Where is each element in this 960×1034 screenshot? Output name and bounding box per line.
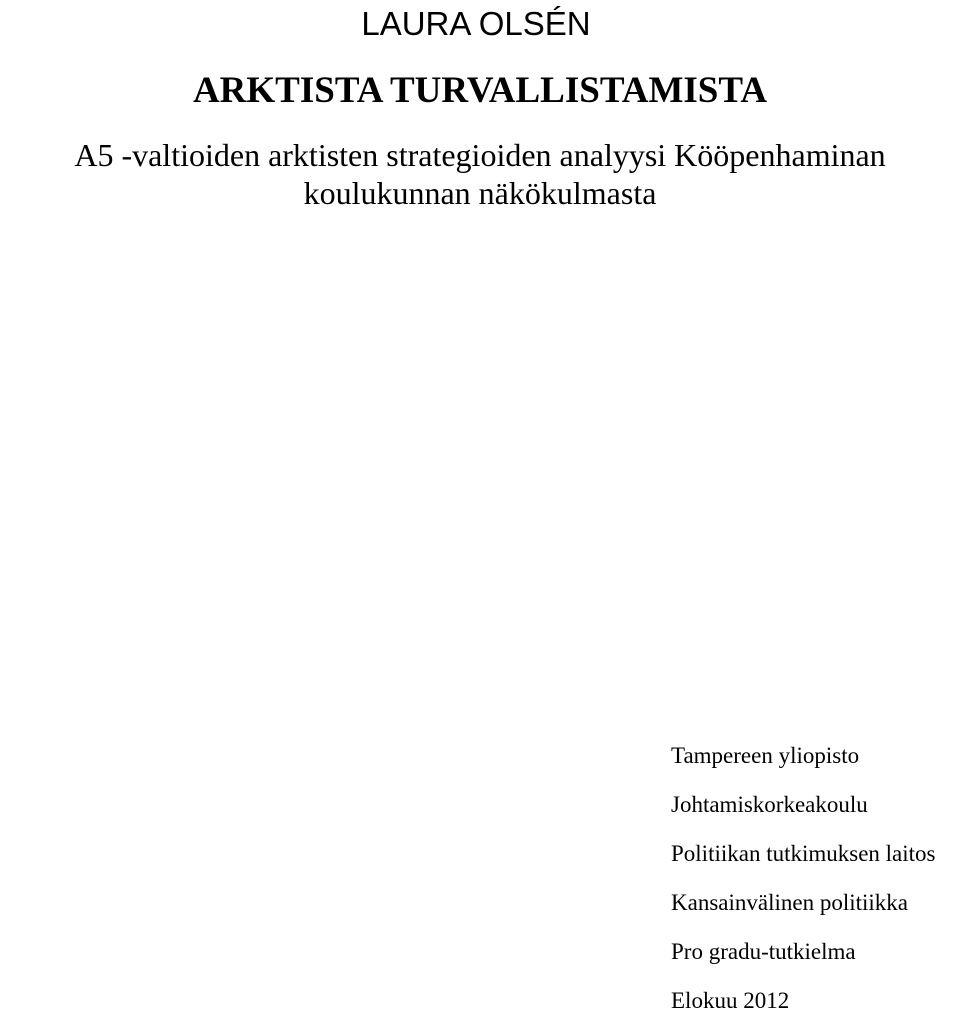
thesis-type: Pro gradu-tutkielma bbox=[671, 939, 856, 964]
thesis-title: ARKTISTA TURVALLISTAMISTA bbox=[192, 70, 768, 111]
university: Tampereen yliopisto bbox=[671, 743, 860, 768]
department: Politiikan tutkimuksen laitos bbox=[671, 841, 936, 866]
school: Johtamiskorkeakoulu bbox=[671, 792, 868, 817]
date: Elokuu 2012 bbox=[671, 988, 790, 1013]
discipline: Kansainvälinen politiikka bbox=[671, 890, 908, 915]
thesis-info-block bbox=[671, 740, 936, 1034]
thesis-subtitle bbox=[0, 136, 960, 212]
subtitle-line-1: A5 -valtioiden arktisten strategioiden analyysi Kööpenhaminan bbox=[74, 137, 886, 173]
subtitle-line-2: koulukunnan näkökulmasta bbox=[303, 175, 657, 211]
author-name: LAURA OLSÉN bbox=[361, 5, 591, 42]
